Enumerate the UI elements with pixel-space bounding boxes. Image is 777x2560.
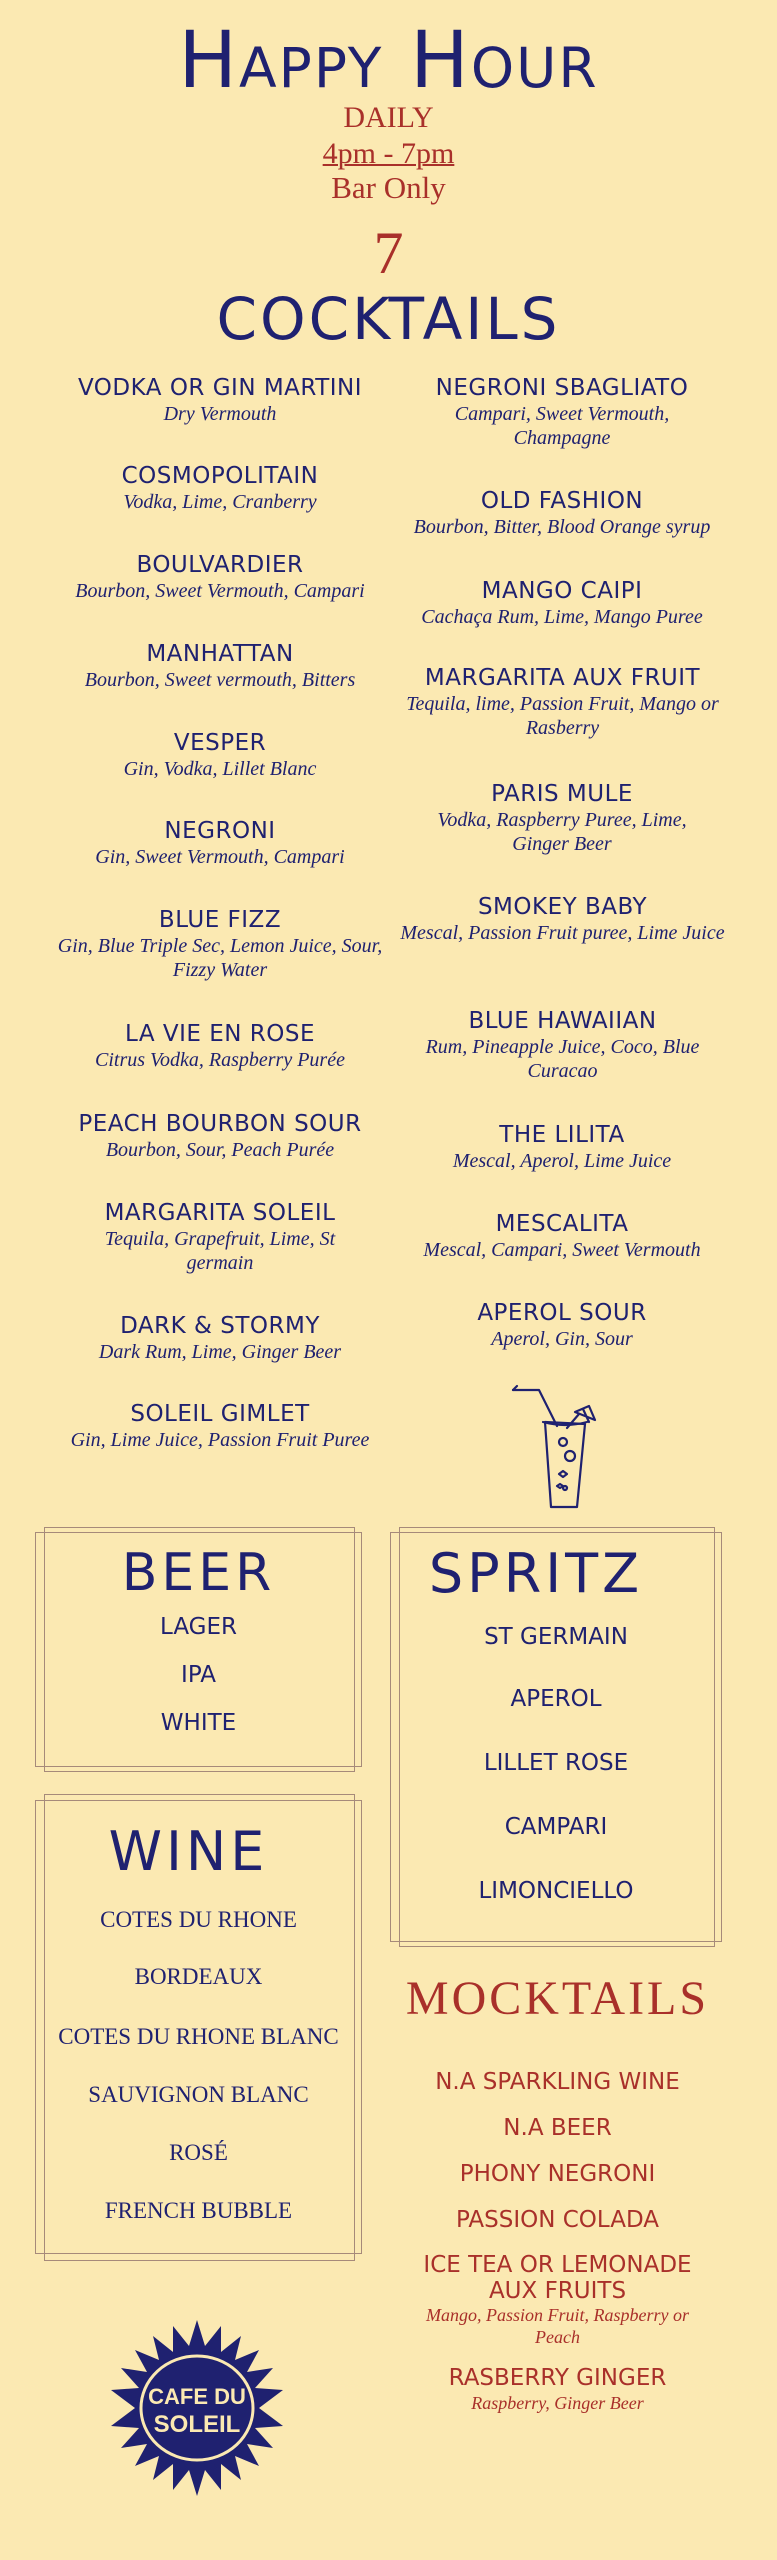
price-label: 7 (373, 220, 404, 286)
cocktail-desc: Tequila, Grapefruit, Lime, St germain (104, 1228, 336, 1274)
cocktail-item (395, 664, 730, 740)
cocktail-name: MANHATTAN (146, 641, 294, 667)
cocktail-name: MARGARITA SOLEIL (104, 1200, 336, 1226)
mocktail-desc: Mango, Passion Fruit, Raspberry or Peach (426, 2305, 689, 2347)
beer-section (35, 1532, 362, 1767)
cocktail-desc: Tequila, lime, Passion Fruit, Mango or Rasberry (406, 693, 719, 739)
cocktail-item (40, 374, 400, 426)
wine-item: BORDEAUX (134, 1964, 263, 1989)
cocktail-item (382, 1299, 742, 1351)
cocktail-name: PARIS MULE (491, 781, 633, 807)
cocktail-item (382, 487, 742, 539)
cocktail-name: PEACH BOURBON SOUR (78, 1111, 362, 1137)
cocktail-item (40, 1020, 400, 1072)
cocktail-item (400, 1007, 725, 1083)
cocktail-glass-icon (505, 1382, 597, 1512)
mocktail-item (415, 2252, 700, 2348)
spritz-item: CAMPARI (504, 1814, 608, 1840)
cocktail-desc: Gin, Sweet Vermouth, Campari (95, 846, 345, 868)
daily-label: DAILY (343, 101, 434, 134)
cocktail-name: BLUE HAWAIIAN (468, 1008, 657, 1034)
cocktail-desc: Campari, Sweet Vermouth, Champagne (454, 403, 670, 449)
cocktail-name: MESCALITA (495, 1211, 629, 1237)
cocktail-desc: Bourbon, Sour, Peach Purée (105, 1139, 335, 1161)
cocktail-name: THE LILITA (499, 1122, 625, 1148)
cocktail-item (40, 462, 400, 514)
cocktail-desc: Mescal, Aperol, Lime Juice (452, 1150, 672, 1172)
cocktail-name: VESPER (173, 730, 267, 756)
beer-item: LAGER (159, 1614, 237, 1640)
cocktail-item (75, 1199, 365, 1275)
hours-text: 4pm - 7pm (322, 137, 455, 170)
cocktail-desc: Aperol, Gin, Sour (491, 1328, 633, 1350)
cocktail-desc: Dark Rum, Lime, Ginger Beer (98, 1341, 342, 1363)
wine-section (35, 1800, 362, 2254)
spritz-item: LIMONCIELLO (478, 1878, 634, 1904)
mocktail-item (390, 2160, 725, 2188)
spritz-title: SPRITZ (428, 1542, 644, 1605)
mocktail-name: RASBERRY GINGER (448, 2365, 667, 2391)
cocktail-name: NEGRONI (164, 818, 276, 844)
spritz-item: ST GERMAIN (484, 1624, 628, 1650)
page-title: Happy Hour (178, 16, 599, 106)
cocktail-desc: Citrus Vodka, Raspberry Purée (95, 1049, 345, 1071)
hours-label (0, 136, 777, 172)
cocktail-name: NEGRONI SBAGLIATO (435, 375, 689, 401)
beer-item: IPA (181, 1662, 216, 1688)
mocktail-item (390, 2206, 725, 2234)
cocktail-item (40, 1400, 400, 1452)
cocktail-name: DARK & STORMY (120, 1313, 320, 1339)
cocktail-item (55, 906, 385, 982)
cocktail-item (412, 780, 712, 856)
cocktail-name: APEROL SOUR (477, 1300, 647, 1326)
wine-item: SAUVIGNON BLANC (88, 2082, 309, 2107)
cocktail-item (412, 374, 712, 450)
cocktail-item (40, 1110, 400, 1162)
cocktail-item (382, 1210, 742, 1262)
cocktail-desc: Dry Vermouth (163, 403, 277, 425)
logo-line1: CAFE DU (148, 2384, 246, 2409)
cocktail-name: VODKA OR GIN MARTINI (77, 375, 363, 401)
cocktail-item (40, 817, 400, 869)
mocktail-name: PASSION COLADA (455, 2207, 659, 2233)
sun-logo-icon (92, 2318, 302, 2498)
cocktail-desc: Vodka, Lime, Cranberry (123, 491, 317, 513)
mocktails-title: MOCKTAILS (405, 1972, 710, 2025)
cocktail-desc: Bourbon, Sweet vermouth, Bitters (84, 669, 356, 691)
cocktails-heading: COCKTAILS (216, 285, 561, 353)
beer-title: BEER (121, 1543, 276, 1603)
cocktail-name: BLUE FIZZ (158, 907, 282, 933)
cocktail-name: SOLEIL GIMLET (130, 1401, 310, 1427)
mocktail-name: PHONY NEGRONI (459, 2161, 656, 2187)
cocktail-desc: Gin, Vodka, Lillet Blanc (123, 758, 317, 780)
cocktail-name: COSMOPOLITAIN (121, 463, 319, 489)
mocktail-item (390, 2114, 725, 2142)
cocktail-desc: Bourbon, Sweet Vermouth, Campari (75, 580, 365, 602)
cocktail-item (40, 551, 400, 603)
cocktail-item (382, 577, 742, 629)
wine-item: COTES DU RHONE BLANC (58, 2024, 339, 2049)
cocktail-desc: Rum, Pineapple Juice, Coco, Blue Curacao (425, 1036, 700, 1082)
cocktail-desc: Vodka, Raspberry Puree, Lime, Ginger Beer (437, 809, 687, 855)
cocktail-desc: Gin, Lime Juice, Passion Fruit Puree (70, 1429, 370, 1451)
cocktail-item (40, 1312, 400, 1364)
bar-only-label: Bar Only (331, 170, 446, 205)
wine-item: COTES DU RHONE (100, 1907, 297, 1932)
cocktail-name: MARGARITA AUX FRUIT (424, 665, 701, 691)
mocktail-name: ICE TEA OR LEMONADE AUX FRUITS (423, 2252, 692, 2304)
cocktail-item (382, 1121, 742, 1173)
mocktail-item (390, 2068, 725, 2096)
cocktail-name: LA VIE EN ROSE (124, 1021, 315, 1047)
spritz-section (390, 1532, 722, 1942)
cocktail-desc: Mescal, Passion Fruit puree, Lime Juice (400, 922, 725, 944)
cocktail-name: BOULVARDIER (136, 552, 304, 578)
wine-item: FRENCH BUBBLE (104, 2198, 293, 2223)
mocktail-name: N.A BEER (503, 2115, 612, 2141)
wine-title: WINE (108, 1820, 269, 1883)
beer-item: WHITE (160, 1710, 237, 1736)
logo-line2: SOLEIL (153, 2411, 241, 2438)
cocktail-item (40, 729, 400, 781)
cocktail-item (400, 893, 725, 945)
cocktail-name: MANGO CAIPI (481, 578, 643, 604)
mocktail-item (390, 2364, 725, 2414)
cocktail-name: SMOKEY BABY (477, 894, 648, 920)
cocktail-item (40, 640, 400, 692)
wine-item: ROSÉ (169, 2140, 228, 2165)
mocktail-desc: Raspberry, Ginger Beer (471, 2393, 644, 2413)
cocktail-desc: Gin, Blue Triple Sec, Lemon Juice, Sour, Fizzy Water (57, 935, 383, 981)
spritz-item: APEROL (510, 1686, 602, 1712)
cocktail-name: OLD FASHION (480, 488, 644, 514)
spritz-item: LILLET ROSE (483, 1750, 629, 1776)
cocktail-desc: Cachaça Rum, Lime, Mango Puree (421, 606, 703, 628)
mocktail-name: N.A SPARKLING WINE (435, 2069, 680, 2095)
cocktail-desc: Bourbon, Bitter, Blood Orange syrup (413, 516, 711, 538)
cocktail-desc: Mescal, Campari, Sweet Vermouth (423, 1239, 701, 1261)
